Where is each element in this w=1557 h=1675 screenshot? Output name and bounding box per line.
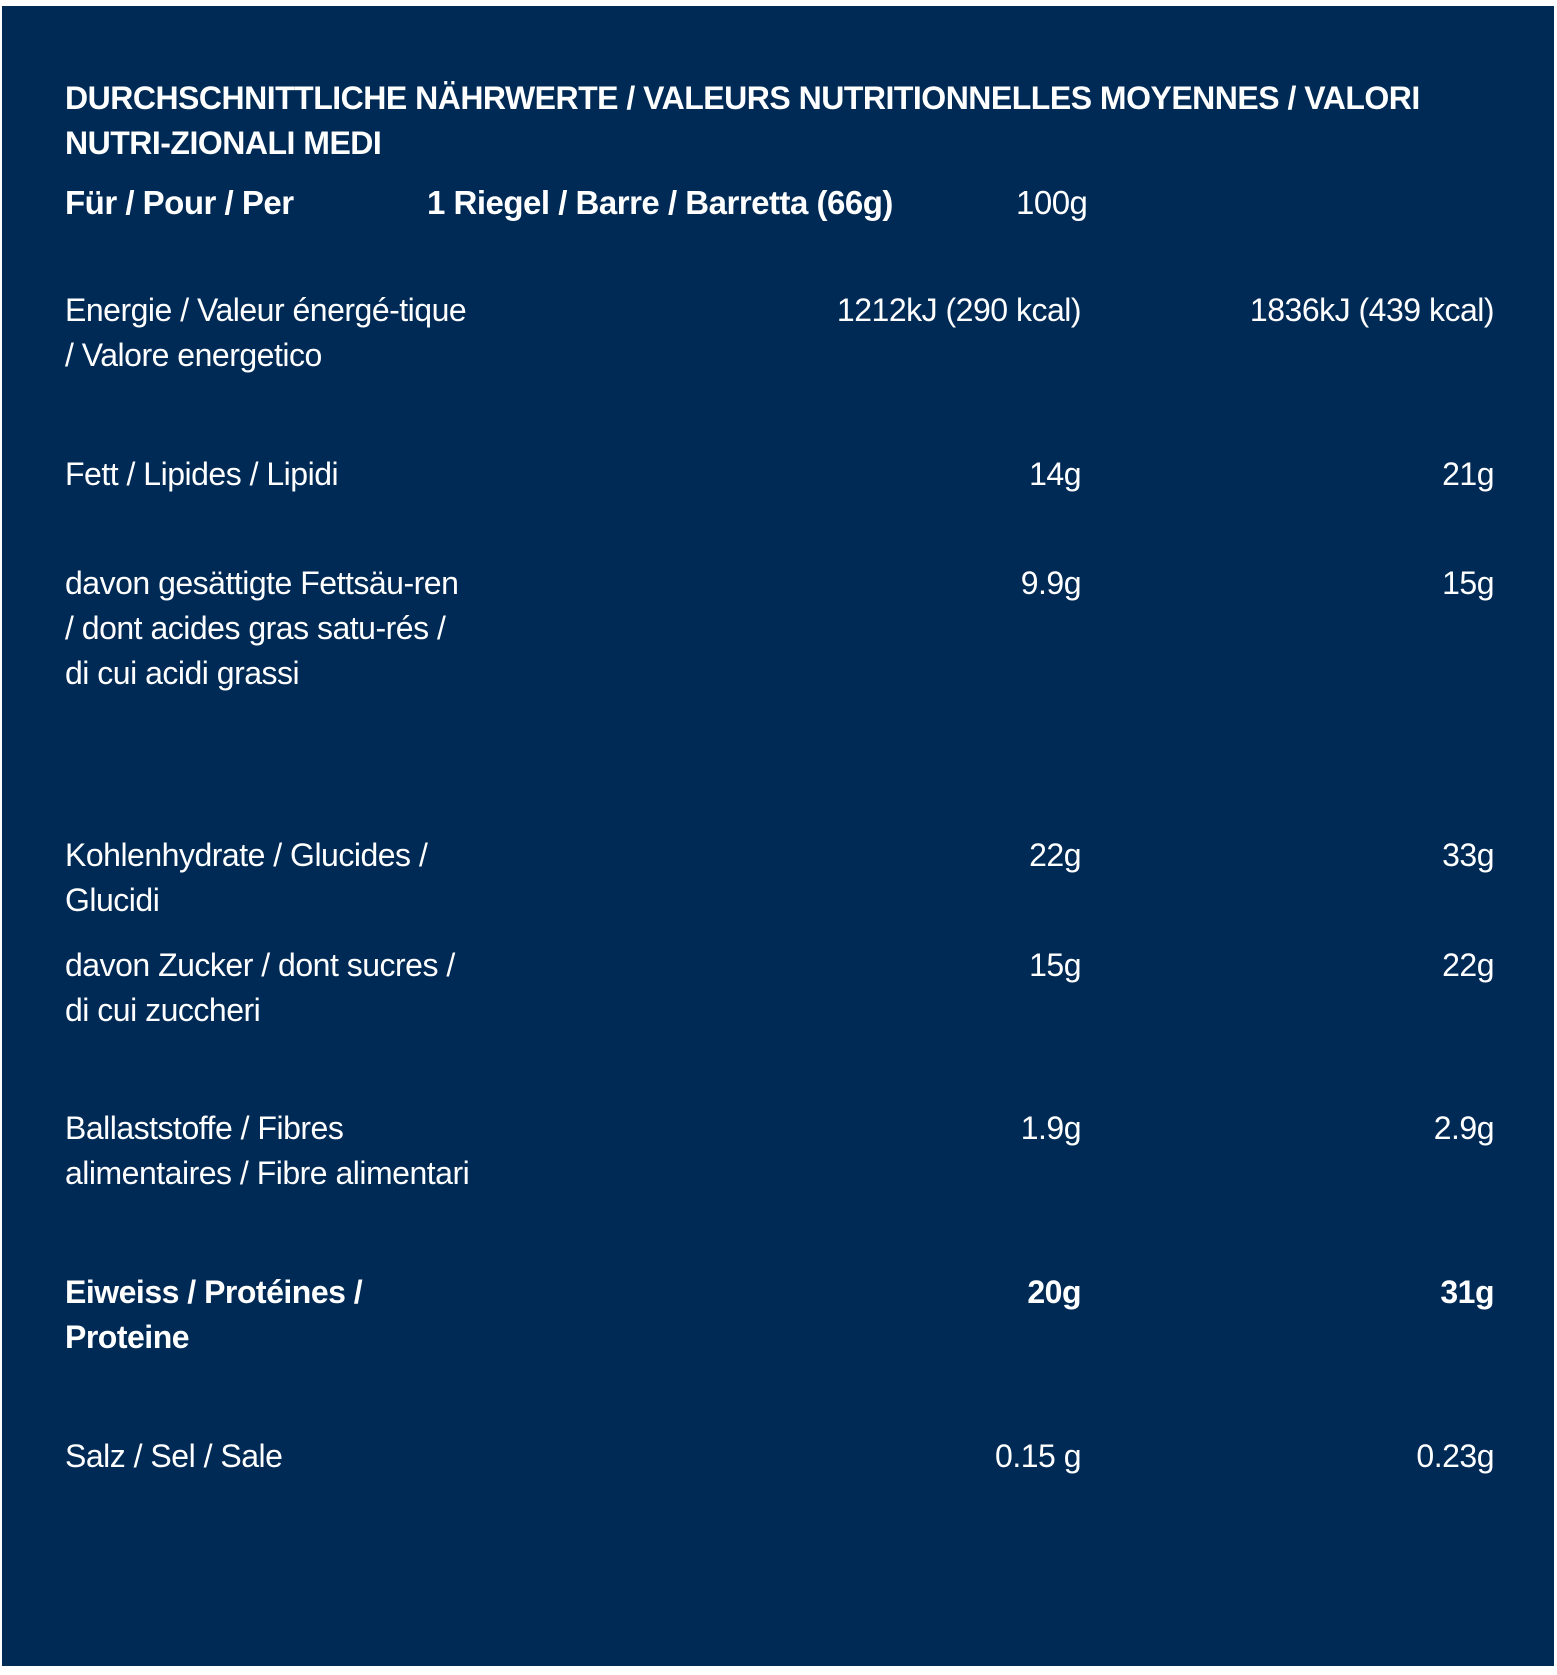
carbohydrates-per-serving: 22g (1029, 837, 1081, 873)
fibre-per-serving: 1.9g (1020, 1110, 1081, 1146)
fat-label: Fett / Lipides / Lipidi (65, 456, 339, 492)
saturated-fat-per-serving: 9.9g (1020, 565, 1081, 601)
sugars-per-100g: 22g (1442, 947, 1494, 983)
salt-per-serving: 0.15 g (995, 1438, 1081, 1474)
carbohydrates-label: Kohlenhydrate / Glucides / Glucidi (65, 837, 428, 918)
fibre-per-100g: 2.9g (1433, 1110, 1494, 1146)
energy-label: Energie / Valeur énergé-tique / Valore energetico (65, 292, 467, 373)
100g-column-header: 100g (1016, 184, 1088, 221)
saturated-fat-label: davon gesättigte Fettsäu-ren / dont acides gras satu-rés / di cui acidi grassi (65, 565, 459, 691)
sugars-per-serving: 15g (1029, 947, 1081, 983)
nutrition-title: DURCHSCHNITTLICHE NÄHRWERTE / VALEURS NUTRITIONNELLES MOYENNES / VALORI NUTRI-ZIONALI MEDI (65, 80, 1420, 161)
saturated-fat-per-100g: 15g (1442, 565, 1494, 601)
carbohydrates-per-100g: 33g (1442, 837, 1494, 873)
protein-label: Eiweiss / Protéines / Proteine (65, 1274, 363, 1355)
energy-per-100g: 1836kJ (439 kcal) (1249, 292, 1494, 328)
nutrition-panel (2, 6, 1554, 1666)
protein-per-100g: 31g (1440, 1274, 1494, 1310)
sugars-label: davon Zucker / dont sucres / di cui zuccheri (65, 947, 455, 1028)
salt-label: Salz / Sel / Sale (65, 1438, 283, 1474)
salt-per-100g: 0.23g (1416, 1438, 1494, 1474)
fat-per-100g: 21g (1442, 456, 1494, 492)
serving-column-header: 1 Riegel / Barre / Barretta (66g) (427, 184, 893, 221)
energy-per-serving: 1212kJ (290 kcal) (836, 292, 1081, 328)
fat-per-serving: 14g (1029, 456, 1081, 492)
protein-per-serving: 20g (1027, 1274, 1081, 1310)
per-header-label: Für / Pour / Per (65, 184, 294, 221)
fibre-label: Ballaststoffe / Fibres alimentaires / Fibre alimentari (65, 1110, 470, 1191)
